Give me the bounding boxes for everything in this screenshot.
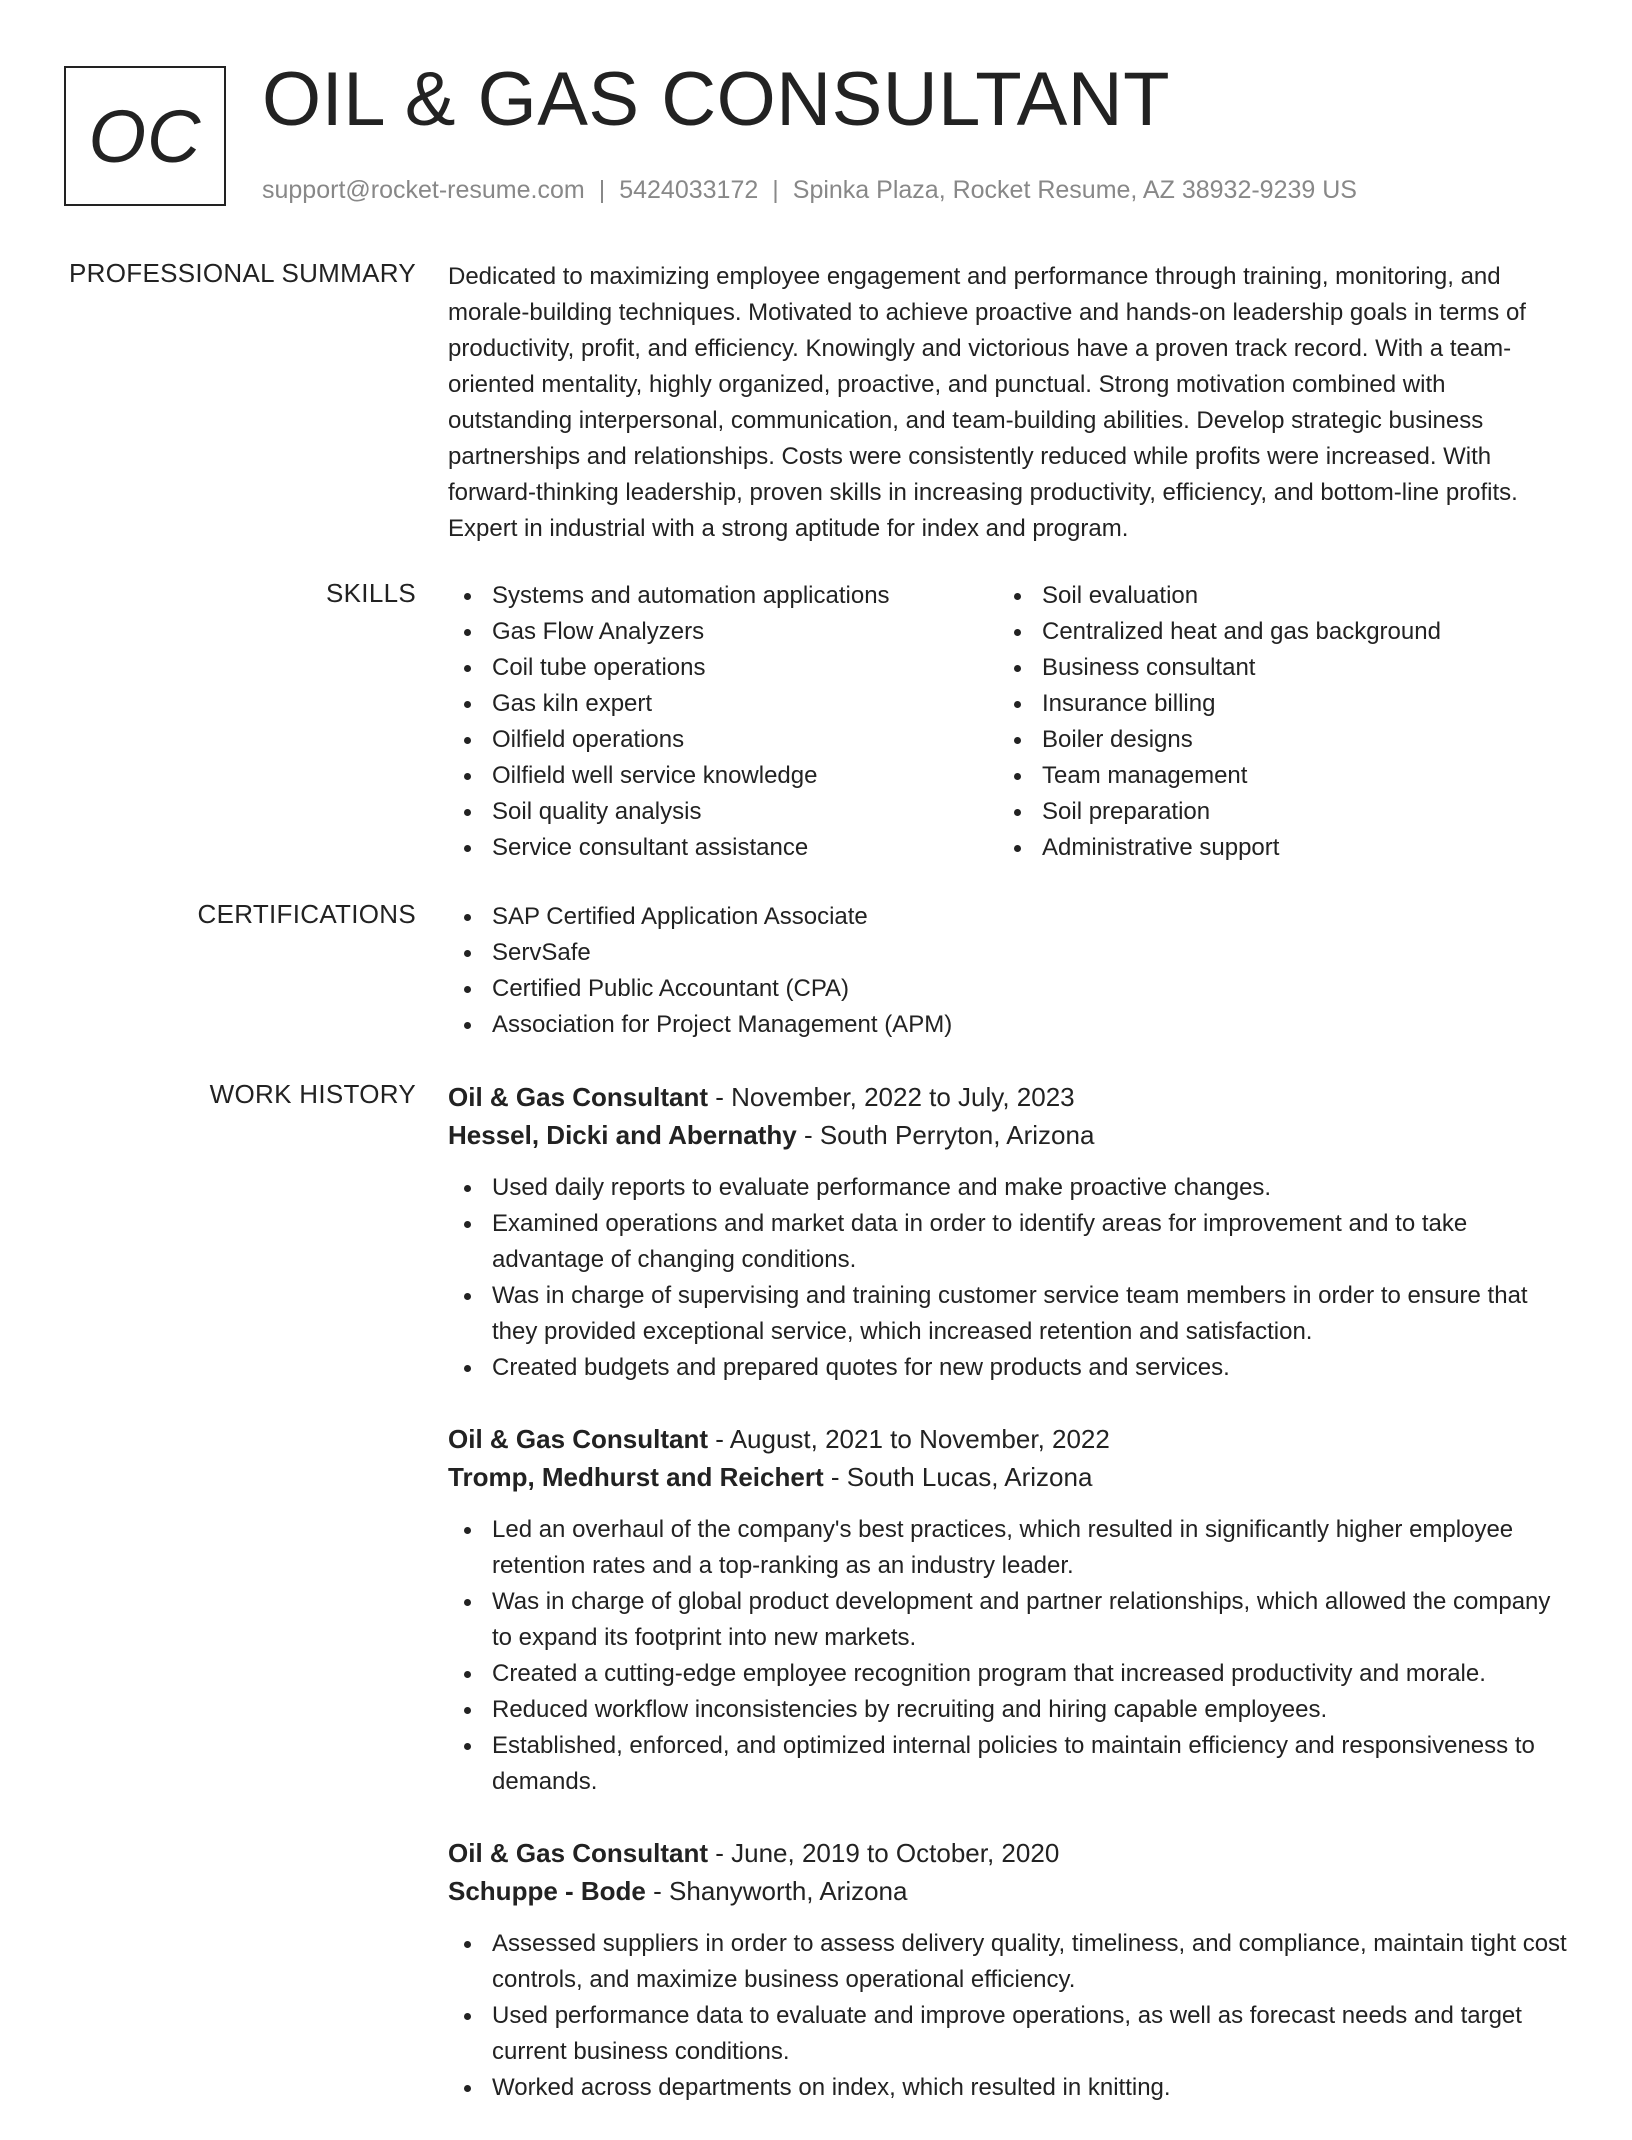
skills-list-right [998, 578, 1548, 866]
job-location: - South Lucas, Arizona [823, 1462, 1093, 1492]
job-company-line [448, 1116, 1570, 1154]
skill-item: Coil tube operations [448, 650, 998, 686]
job-dates: - June, 2019 to October, 2020 [708, 1838, 1060, 1868]
job-bullet: Established, enforced, and optimized internal policies to maintain efficiency and responsiveness to demands. [448, 1728, 1570, 1800]
job-title-line [448, 1078, 1570, 1116]
skill-item: Insurance billing [998, 686, 1548, 722]
job-location: - South Perryton, Arizona [796, 1120, 1095, 1150]
job-bullet: Created a cutting-edge employee recognition program that increased productivity and morale. [448, 1656, 1570, 1692]
certifications-section [448, 899, 1570, 1043]
certification-item: Association for Project Management (APM) [448, 1007, 1570, 1043]
job-company-line [448, 1458, 1570, 1496]
job-entry [448, 1834, 1570, 2106]
job-dates: - November, 2022 to July, 2023 [708, 1082, 1075, 1112]
skills-section [448, 578, 1570, 866]
skill-item: Gas kiln expert [448, 686, 998, 722]
contact-email: support@rocket-resume.com [262, 176, 585, 204]
certification-item: Certified Public Accountant (CPA) [448, 971, 1570, 1007]
job-bullet: Assessed suppliers in order to assess delivery quality, timeliness, and compliance, maintain tight cost controls, and maximize business operational efficiency. [448, 1926, 1570, 1998]
job-title: Oil & Gas Consultant [448, 1082, 709, 1112]
job-bullet: Created budgets and prepared quotes for new products and services. [448, 1350, 1570, 1386]
job-bullet: Reduced workflow inconsistencies by recruiting and hiring capable employees. [448, 1692, 1570, 1728]
skill-item: Team management [998, 758, 1548, 794]
skills-list-left [448, 578, 998, 866]
job-bullet: Used performance data to evaluate and improve operations, as well as forecast needs and target current business conditions. [448, 1998, 1570, 2070]
work-history-section [448, 1078, 1570, 2140]
monogram: OC [64, 66, 226, 206]
job-title-line [448, 1420, 1570, 1458]
job-bullet: Used daily reports to evaluate performance and make proactive changes. [448, 1170, 1570, 1206]
job-bullet: Worked across departments on index, which resulted in knitting. [448, 2070, 1570, 2106]
job-location: - Shanyworth, Arizona [645, 1876, 908, 1906]
skill-item: Soil evaluation [998, 578, 1548, 614]
job-entry [448, 1420, 1570, 1800]
certification-item: SAP Certified Application Associate [448, 899, 1570, 935]
skills-heading: SKILLS [326, 578, 416, 608]
work-history-heading: WORK HISTORY [209, 1079, 416, 1109]
job-bullets [448, 1926, 1570, 2106]
skill-item: Centralized heat and gas background [998, 614, 1548, 650]
certification-item: ServSafe [448, 935, 1570, 971]
skill-item: Administrative support [998, 830, 1548, 866]
job-title: Oil & Gas Consultant [448, 1838, 709, 1868]
job-bullets [448, 1170, 1570, 1386]
job-company: Hessel, Dicki and Abernathy [448, 1120, 797, 1150]
contact-address: Spinka Plaza, Rocket Resume, AZ 38932-9239 US [792, 176, 1357, 204]
job-bullets [448, 1512, 1570, 1800]
job-title: Oil & Gas Consultant [448, 1424, 709, 1454]
certifications-heading: CERTIFICATIONS [197, 899, 416, 929]
skill-item: Oilfield operations [448, 722, 998, 758]
skill-item: Business consultant [998, 650, 1548, 686]
job-dates: - August, 2021 to November, 2022 [708, 1424, 1110, 1454]
summary-heading: PROFESSIONAL SUMMARY [69, 258, 416, 288]
contact-line [262, 176, 1357, 205]
job-company-line [448, 1872, 1570, 1910]
job-bullet: Was in charge of global product development and partner relationships, which allowed the company to expand its footprint into new markets. [448, 1584, 1570, 1656]
job-bullet: Was in charge of supervising and training customer service team members in order to ensure that they provided exceptional service, which increased retention and satisfaction. [448, 1278, 1570, 1350]
skill-item: Soil quality analysis [448, 794, 998, 830]
contact-separator: | [598, 176, 606, 204]
job-bullet: Examined operations and market data in order to identify areas for improvement and to take advantage of changing conditions. [448, 1206, 1570, 1278]
job-bullet: Led an overhaul of the company's best practices, which resulted in significantly higher employee retention rates and a top-ranking as an industry leader. [448, 1512, 1570, 1584]
job-company: Schuppe - Bode [448, 1876, 646, 1906]
job-title-line [448, 1834, 1570, 1872]
contact-phone: 5424033172 [619, 176, 759, 204]
summary-text: Dedicated to maximizing employee engagement and performance through training, monitoring, and morale-building techniques. Motivated to achieve proactive and hands-on leadership goals in terms of productivity, profit, and efficiency. Knowingly and victorious have a proven track record. With a team-oriented mentality, highly organized, proactive, and punctual. Strong motivation combined with outstanding interpersonal, communication, and team-building abilities. Develop strategic business partnerships and relationships. Costs were consistently reduced while profits were increased. With forward-thinking leadership, proven skills in increasing productivity, efficiency, and bottom-line profits. Expert in industrial with a strong aptitude for index and program. [448, 263, 1526, 542]
certifications-list [448, 899, 1570, 1043]
summary-section [448, 259, 1570, 547]
skill-item: Oilfield well service knowledge [448, 758, 998, 794]
job-entry [448, 1078, 1570, 1386]
skill-item: Boiler designs [998, 722, 1548, 758]
resume-title: OIL & GAS CONSULTANT [262, 57, 1171, 142]
contact-separator: | [772, 176, 779, 204]
skill-item: Systems and automation applications [448, 578, 998, 614]
skill-item: Gas Flow Analyzers [448, 614, 998, 650]
skill-item: Soil preparation [998, 794, 1548, 830]
job-company: Tromp, Medhurst and Reichert [448, 1462, 824, 1492]
skill-item: Service consultant assistance [448, 830, 998, 866]
